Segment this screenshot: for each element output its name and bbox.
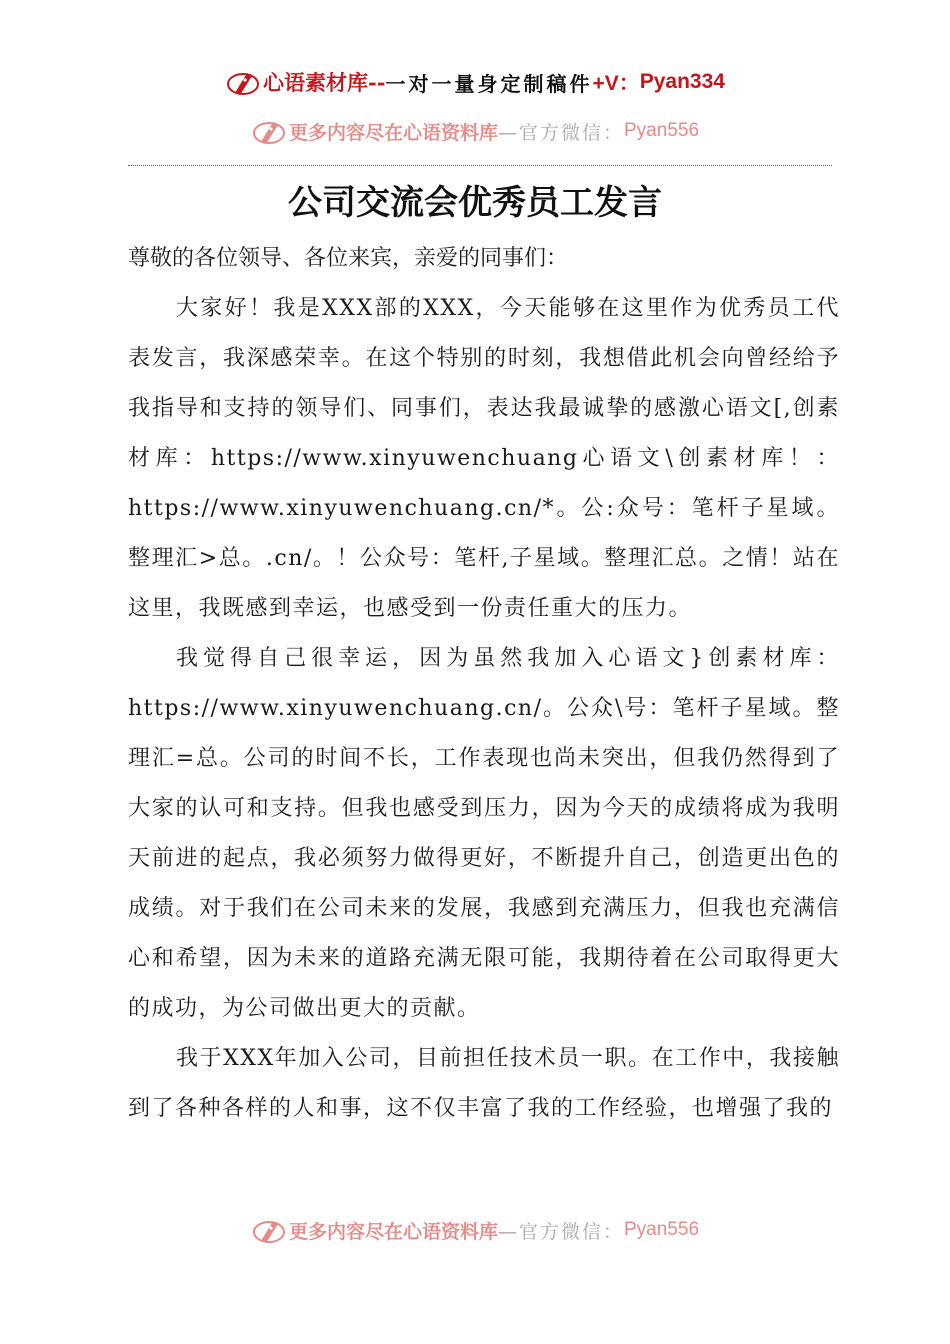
paragraph-3: 我于XXX年加入公司，目前担任技术员一职。在工作中，我接触到了各种各样的人和事，这不仅丰富了我的工作经验，也增强了我的: [128, 1046, 840, 1121]
pen-nib-logo-icon: [251, 1215, 287, 1245]
footer-wechat-id: Pyan556: [624, 1219, 700, 1240]
footer-banner: [0, 1212, 950, 1248]
pen-nib-logo-icon: [225, 67, 261, 97]
header-banner: [0, 64, 950, 100]
salutation: 尊敬的各位领导、各位来宾，亲爱的同事们：: [128, 246, 569, 271]
document-body: [128, 234, 840, 1134]
header-slogan: 一对一量身定制稿件: [385, 71, 593, 96]
document-title: 公司交流会优秀员工发言: [288, 183, 662, 223]
header-wechat-id: Pyan334: [639, 70, 725, 93]
subheader-wechat-label: —官方微信：: [497, 121, 624, 144]
subheader-banner: [0, 113, 950, 149]
subheader-wechat-id: Pyan556: [624, 120, 700, 141]
subheader-text: 更多内容尽在心语资料库: [288, 121, 498, 144]
footer-text: 更多内容尽在心语资料库: [288, 1220, 498, 1243]
header-separator: --: [368, 69, 386, 95]
brand-name: 心语素材库: [263, 70, 369, 95]
paragraph-2: 我觉得自己很幸运，因为虽然我加入心语文}创素材库：https://www.xinyuwenchuang.cn/。公众\号：笔杆子星域。整理汇=总。公司的时间不长，工作表现也尚未突出，但我仍然得到了大家的认可和支持。但我也感受到压力，因为今天的成绩将成为我明天前进的起点，我必须努力做得更好，不断提升自己，创造更出色的成绩。对于我们在公司未来的发展，我感到充满压力，但我也充满信心和希望，因为未来的道路充满无限可能，我期待着在公司取得更大的成功，为公司做出更大的贡献。: [128, 646, 840, 1021]
header-divider: [128, 165, 832, 166]
header-wechat-prefix: +V：: [592, 72, 640, 95]
pen-nib-logo-icon: [251, 116, 287, 146]
paragraph-1: 大家好！我是XXX部的XXX，今天能够在这里作为优秀员工代表发言，我深感荣幸。在这个特别的时刻，我想借此机会向曾经给予我指导和支持的领导们、同事们，表达我最诚挚的感激心语文[,创素材库：https://www.xinyuwenchuang心语文\创素材库！：https://www.xinyuwenchuang.cn/*。公:众号：笔杆子星域。整理汇>总。.cn/。！公众号：笔杆,子星域。整理汇总。之情！站在这里，我既感到幸运，也感受到一份责任重大的压力。: [128, 296, 840, 621]
footer-wechat-label: —官方微信：: [497, 1220, 624, 1243]
